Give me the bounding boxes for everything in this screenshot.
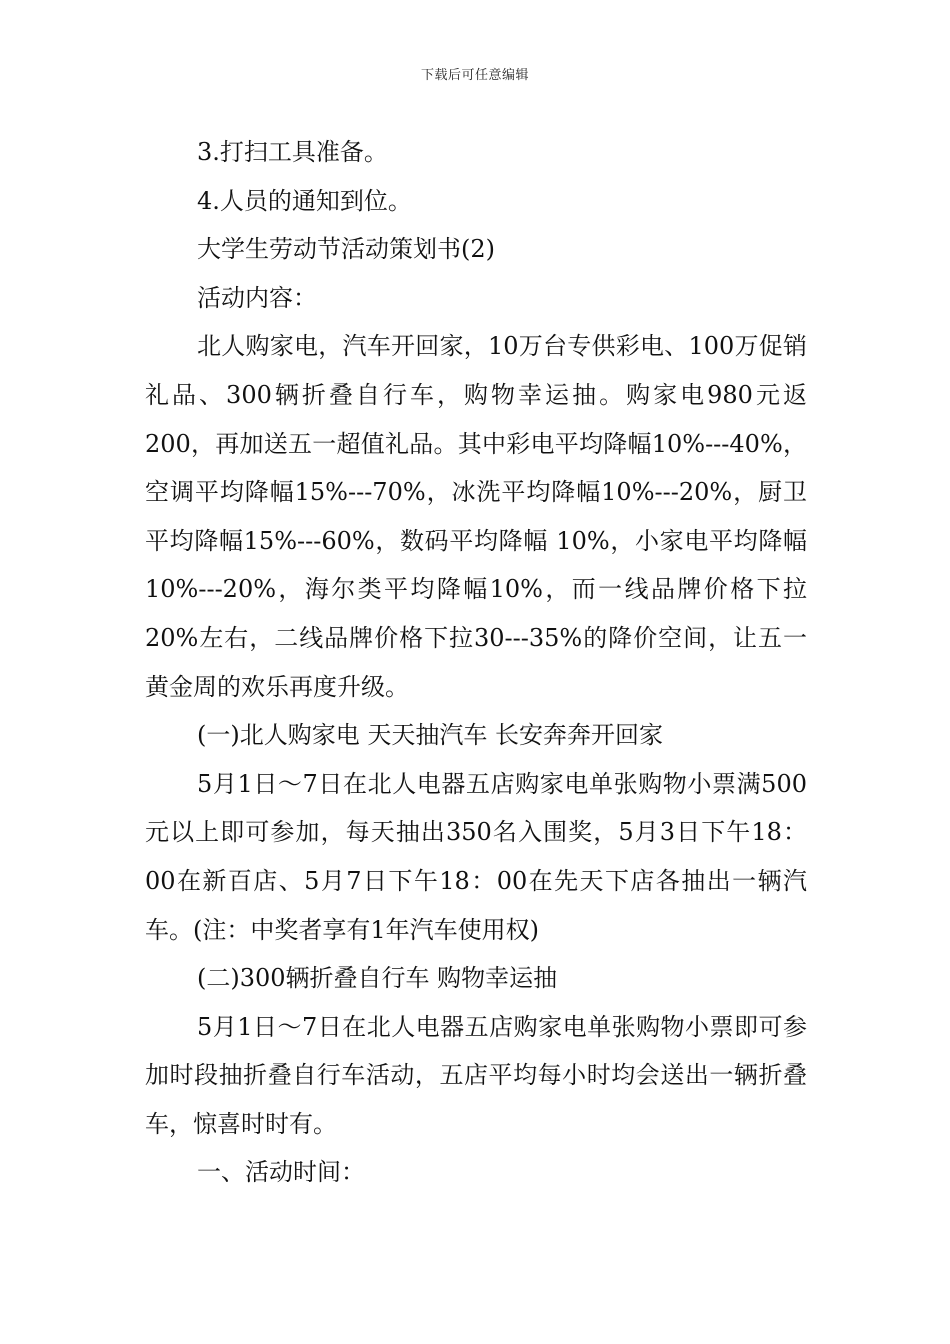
paragraph-bicycle-lottery-details: 5月1日～7日在北人电器五店购家电单张购物小票即可参加时段抽折叠自行车活动，五店平均每小时均会送出一辆折叠车，惊喜时时有。 [145, 1012, 807, 1138]
activity-time-heading: 一、活动时间： [197, 1158, 365, 1187]
activity-content-heading: 活动内容： [197, 283, 317, 312]
page-header-note: 下载后可任意编辑 [420, 68, 529, 83]
paragraph-promotion-overview: 北人购家电，汽车开回家，10万台专供彩电、100万促销礼品、300辆折叠自行车，购物幸运抽。购家电980元返200，再加送五一超值礼品。其中彩电平均降幅10%---40%，空调平均降幅15%---70%，冰洗平均降幅10%---20%，厨卫平均降幅15%---60%，数码平均降幅 10%，小家电平均降幅10%---20%，海尔类平均降幅10%，而一线品牌价格下拉20%左右，二线品牌价格下拉30---35%的降价空间，让五一黄金周的欢乐再度升级。 [145, 332, 807, 701]
subheading-car-lottery: (一)北人购家电 天天抽汽车 长安奔奔开回家 [197, 721, 663, 750]
section-title: 大学生劳动节活动策划书(2) [197, 235, 495, 264]
paragraph-car-lottery-details: 5月1日～7日在北人电器五店购家电单张购物小票满500元以上即可参加，每天抽出350名入围奖，5月3日下午18：00在新百店、5月7日下午18：00在先天下店各抽出一辆汽车。(注：中奖者享有1年汽车使用权) [145, 769, 807, 944]
document-body [145, 128, 807, 1197]
subheading-bicycle-lottery: (二)300辆折叠自行车 购物幸运抽 [197, 964, 558, 993]
paragraph-staff-notice: 4.人员的通知到位。 [197, 186, 412, 215]
paragraph-cleaning-tools: 3.打扫工具准备。 [197, 138, 388, 166]
